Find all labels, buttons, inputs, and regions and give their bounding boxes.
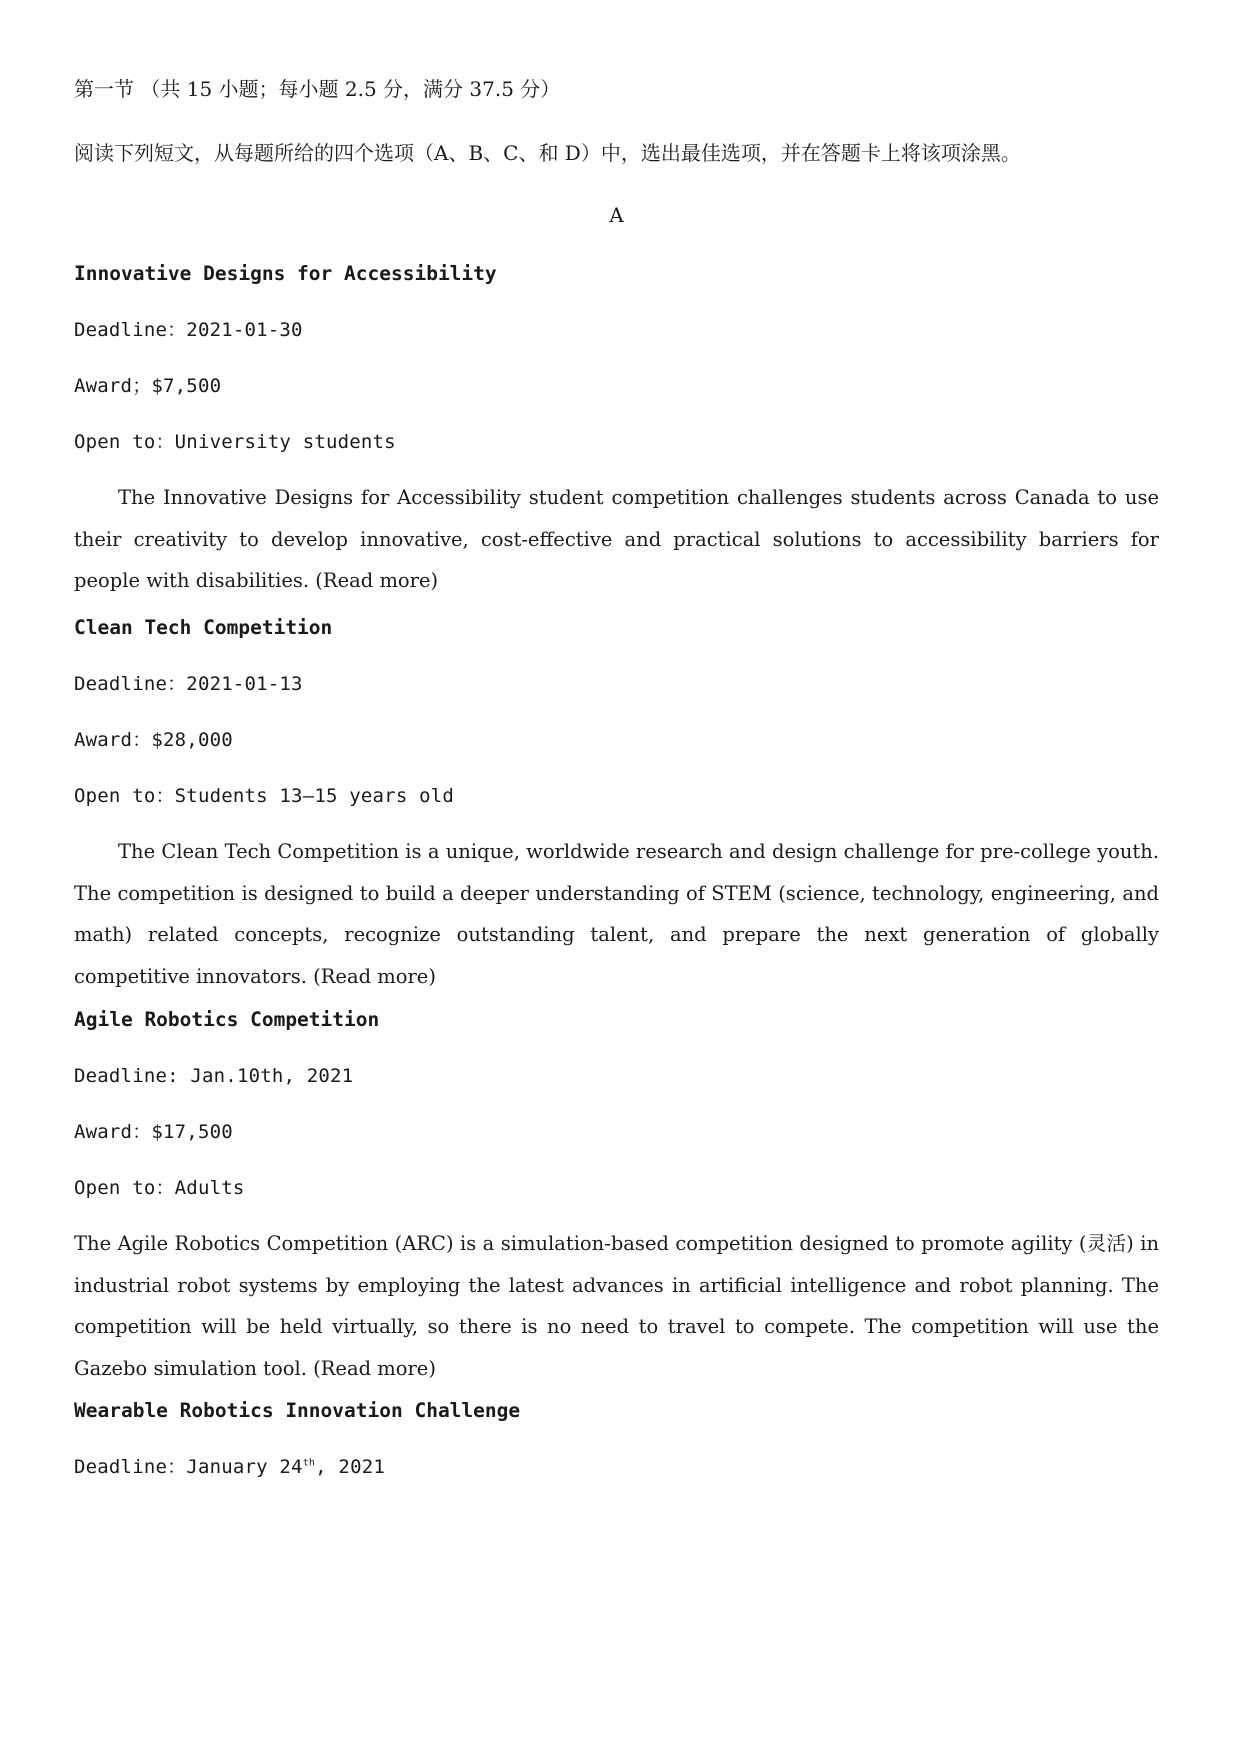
competition-title: Agile Robotics Competition bbox=[74, 1008, 380, 1031]
competition-eligibility: Open to：Students 13—15 years old bbox=[74, 785, 455, 807]
passage-label: A bbox=[609, 203, 624, 227]
reading-instruction: 阅读下列短文，从每题所给的四个选项（A、B、C、和 D）中，选出最佳选项，并在答题卡上将该项涂黑。 bbox=[74, 141, 1021, 165]
ordinal-suffix: th bbox=[302, 1457, 316, 1469]
deadline-date: Deadline：January 24 bbox=[74, 1456, 303, 1478]
competition-award: Award；$7,500 bbox=[74, 375, 222, 397]
competition-deadline: Deadline：2021-01-30 bbox=[74, 319, 303, 341]
competition-deadline: Deadline：2021-01-13 bbox=[74, 673, 303, 695]
competition-description: The Clean Tech Competition is a unique, worldwide research and design challenge for pre-college youth. The competition is designed to build a deeper understanding of STEM (science, technology, engineering, and math) related concepts, recognize outstanding talent, and prepare the next generation of globally competitive innovators. (Read more) bbox=[74, 840, 1159, 988]
competition-description: The Innovative Designs for Accessibility student competition challenges students across Canada to use their creativity to develop innovative, cost-effective and practical solutions to accessibility barriers for people with disabilities. (Read more) bbox=[74, 486, 1159, 592]
deadline-year: , 2021 bbox=[315, 1456, 385, 1478]
competition-title: Wearable Robotics Innovation Challenge bbox=[74, 1399, 521, 1422]
competition-award: Award：$28,000 bbox=[74, 729, 233, 751]
competition-title: Clean Tech Competition bbox=[74, 616, 333, 639]
competition-award: Award：$17,500 bbox=[74, 1121, 233, 1143]
competition-deadline bbox=[74, 1453, 385, 1481]
section-heading: 第一节 （共 15 小题；每小题 2.5 分，满分 37.5 分） bbox=[74, 77, 561, 101]
competition-title: Innovative Designs for Accessibility bbox=[74, 262, 497, 285]
competition-eligibility: Open to：Adults bbox=[74, 1177, 245, 1199]
competition-description: The Agile Robotics Competition (ARC) is a simulation-based competition designed to promote agility (灵活) in industrial robot systems by employing the latest advances in artificial intelligence and robot planning. The competition will be held virtually, so there is no need to travel to compete. The competition will use the Gazebo simulation tool. (Read more) bbox=[74, 1232, 1159, 1380]
competition-eligibility: Open to：University students bbox=[74, 431, 396, 453]
competition-deadline: Deadline: Jan.10th, 2021 bbox=[74, 1065, 354, 1087]
